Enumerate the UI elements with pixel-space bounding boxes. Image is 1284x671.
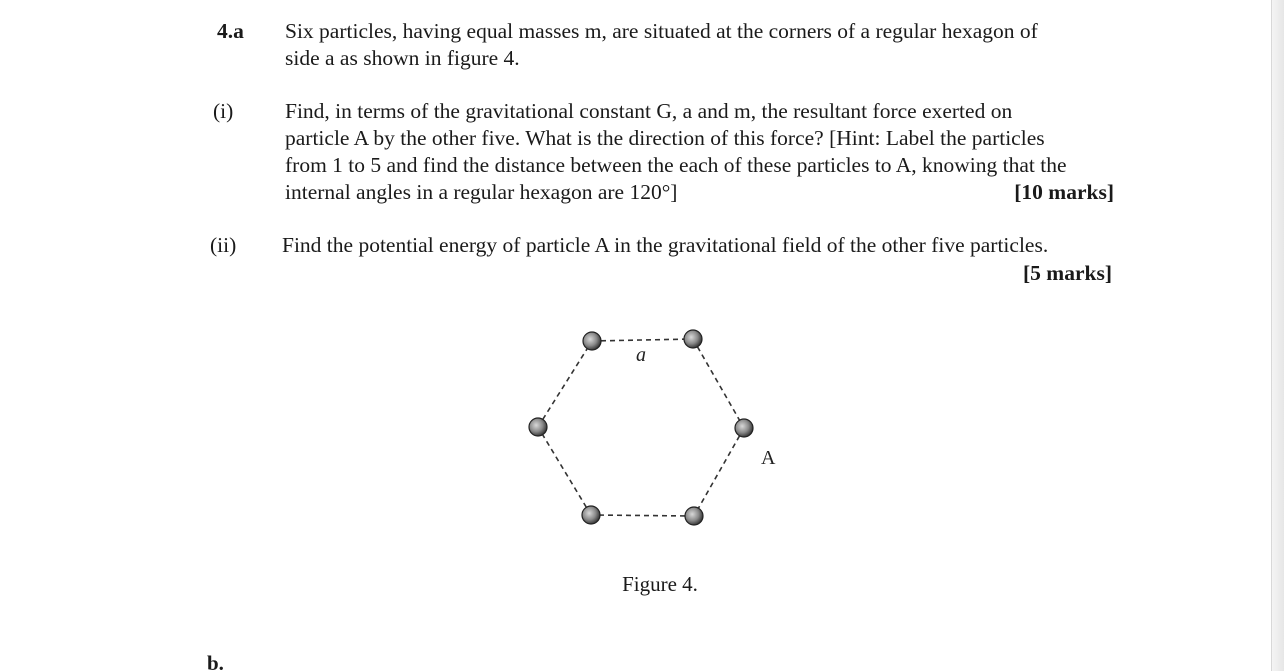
edge-top	[592, 339, 693, 341]
part-ii-label: (ii)	[210, 233, 237, 257]
particle-top-right	[684, 330, 702, 348]
intro-line-1: Six particles, having equal masses m, are situated at the corners of a regular hexagon of	[285, 19, 1038, 43]
particle-bottom-right	[685, 507, 703, 525]
edge-lower-left	[538, 427, 591, 515]
part-i-line-4: internal angles in a regular hexagon are 120°]	[285, 180, 678, 204]
edge-bottom	[591, 515, 694, 516]
edge-upper-left	[538, 341, 592, 427]
part-i-label: (i)	[213, 99, 234, 123]
hexagon-diagram	[500, 315, 820, 555]
question-number: 4.a	[217, 19, 244, 43]
part-ii-marks: [5 marks]	[1023, 261, 1112, 285]
next-part-label: b.	[207, 651, 224, 671]
figure-caption: Figure 4.	[622, 572, 698, 596]
part-ii-text	[282, 232, 1117, 259]
side-label: a	[636, 344, 646, 366]
particle-top-left	[583, 332, 601, 350]
part-i-line-1: Find, in terms of the gravitational constant G, a and m, the resultant force exerted on	[285, 99, 1013, 123]
edge-upper-right	[693, 339, 744, 428]
particle-a	[735, 419, 753, 437]
intro-line-2: side a as shown in figure 4.	[285, 46, 520, 70]
part-i-line-2: particle A by the other five. What is the direction of this force? [Hint: Label the particles	[285, 126, 1045, 150]
part-i-line-3: from 1 to 5 and find the distance between the each of these particles to A, knowing that the	[285, 153, 1067, 177]
particle-bottom-left	[582, 506, 600, 524]
part-i-text	[285, 98, 1120, 206]
part-i-marks: [10 marks]	[1014, 180, 1114, 204]
particle-left	[529, 418, 547, 436]
part-ii-line-1: Find the potential energy of particle A in the gravitational field of the other five particles.	[282, 233, 1049, 257]
question-intro	[285, 18, 1120, 72]
edge-lower-right	[694, 428, 744, 516]
particle-a-label: A	[761, 447, 776, 469]
hexagon-figure	[500, 315, 820, 555]
page-edge	[1271, 0, 1284, 671]
